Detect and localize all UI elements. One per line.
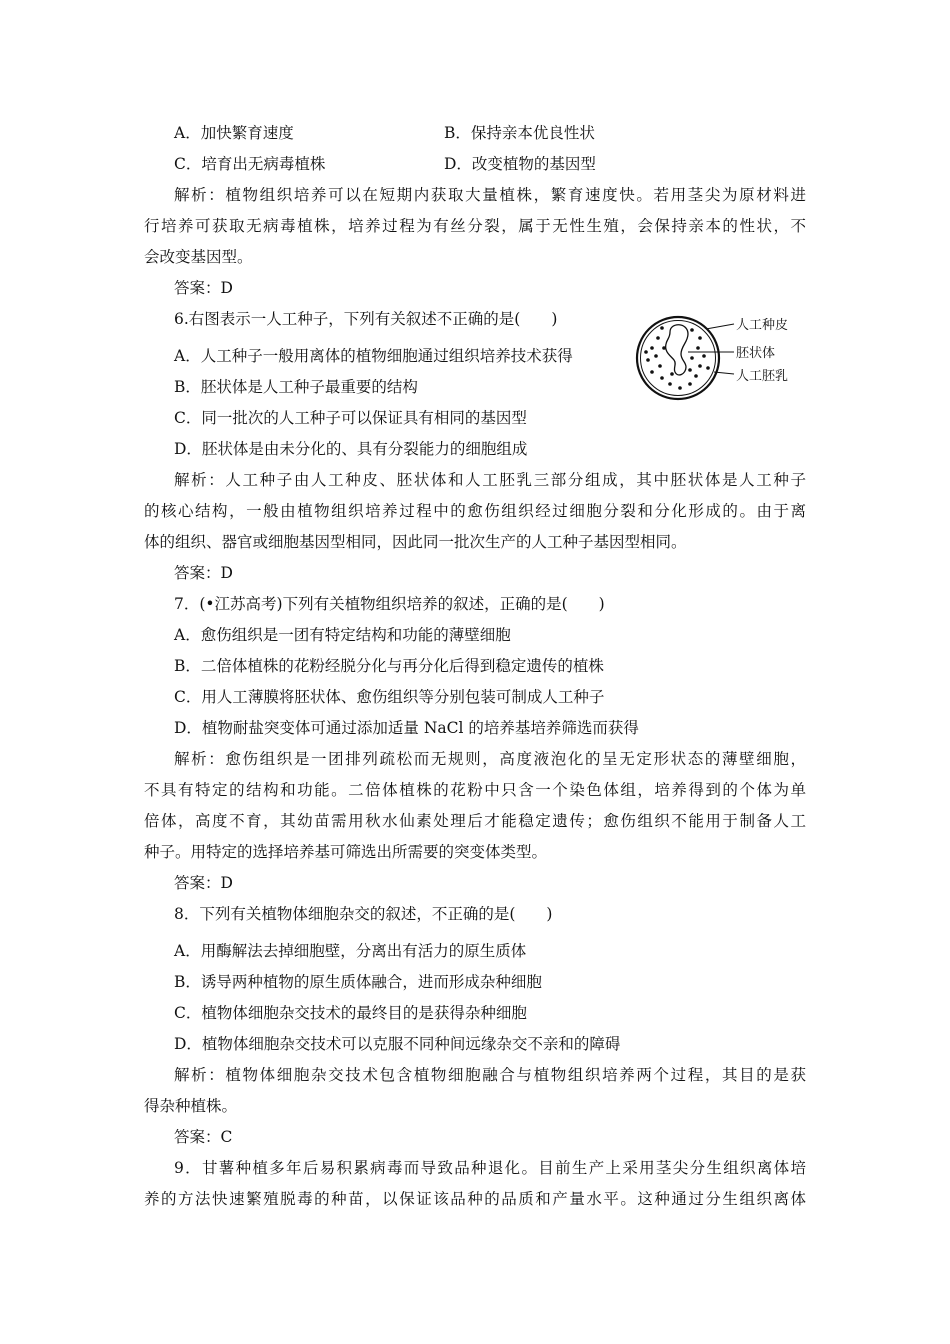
q5-analysis-line: 行培养可获取无病毒植株，培养过程为有丝分裂，属于无性生殖，会保持亲本的性状，不	[144, 217, 806, 235]
q5-option-b: B．保持亲本优良性状	[444, 124, 595, 142]
q6-option-b: B．胚状体是人工种子最重要的结构	[174, 378, 418, 396]
q8-analysis-line: 得杂种植株。	[144, 1097, 238, 1115]
q8-analysis-line: 解析：植物体细胞杂交技术包含植物细胞融合与植物组织培养两个过程，其目的是获	[174, 1066, 806, 1084]
q9-stem-line: 9．甘薯种植多年后易积累病毒而导致品种退化。目前生产上采用茎尖分生组织离体培	[174, 1159, 806, 1177]
q6-stem: 6.右图表示一人工种子，下列有关叙述不正确的是( )	[174, 310, 558, 328]
q5-answer: 答案：D	[174, 279, 233, 297]
q6-analysis-line: 的核心结构，一般由植物组织培养过程中的愈伤组织经过细胞分裂和分化形成的。由于离	[144, 502, 806, 520]
q5-analysis-line: 解析：植物组织培养可以在短期内获取大量植株，繁育速度快。若用茎尖为原材料进	[174, 186, 806, 204]
leader-line-seed-coat	[706, 324, 734, 329]
label-embryoid: 胚状体	[736, 346, 776, 361]
q7-analysis-line: 倍体，高度不育，其幼苗需用秋水仙素处理后才能稳定遗传；愈伤组织不能用于制备人工	[144, 812, 806, 830]
q7-option-a: A．愈伤组织是一团有特定结构和功能的薄壁细胞	[174, 626, 511, 644]
q6-option-d: D．胚状体是由未分化的、具有分裂能力的细胞组成	[174, 440, 528, 458]
q8-option-c: C．植物体细胞杂交技术的最终目的是获得杂种细胞	[174, 1004, 527, 1022]
q8-stem: 8．下列有关植物体细胞杂交的叙述，不正确的是( )	[174, 905, 553, 923]
q7-analysis-line: 解析：愈伤组织是一团排列疏松而无规则，高度液泡化的呈无定形状态的薄壁细胞，	[174, 750, 806, 768]
q9-stem-line: 养的方法快速繁殖脱毒的种苗，以保证该品种的品质和产量水平。这种通过分生组织离体	[144, 1190, 806, 1208]
q6-option-c: C．同一批次的人工种子可以保证具有相同的基因型	[174, 409, 527, 427]
q5-option-d: D．改变植物的基因型	[444, 155, 596, 173]
q7-answer: 答案：D	[174, 874, 233, 892]
q7-analysis-line: 不具有特定的结构和功能。二倍体植株的花粉中只含一个染色体组，培养得到的个体为单	[144, 781, 806, 799]
q8-option-b: B．诱导两种植物的原生质体融合，进而形成杂种细胞	[174, 973, 542, 991]
q5-option-a: A．加快繁育速度	[174, 124, 294, 142]
artificial-seed-figure	[634, 312, 814, 404]
q7-option-c: C．用人工薄膜将胚状体、愈伤组织等分别包装可制成人工种子	[174, 688, 605, 706]
q7-stem: 7．(•江苏高考)下列有关植物组织培养的叙述，正确的是( )	[174, 595, 605, 613]
q6-answer: 答案：D	[174, 564, 233, 582]
q8-answer: 答案：C	[174, 1128, 233, 1146]
q6-analysis-line: 解析：人工种子由人工种皮、胚状体和人工胚乳三部分组成，其中胚状体是人工种子	[174, 471, 806, 489]
q8-option-d: D．植物体细胞杂交技术可以克服不同种间远缘杂交不亲和的障碍	[174, 1035, 621, 1053]
label-seed-coat: 人工种皮	[736, 318, 789, 333]
q7-analysis-line: 种子。用特定的选择培养基可筛选出所需要的突变体类型。	[144, 843, 548, 861]
q7-option-d: D．植物耐盐突变体可通过添加适量 NaCl 的培养基培养筛选而获得	[174, 719, 639, 737]
q5-analysis-line: 会改变基因型。	[144, 248, 253, 266]
q8-option-a: A．用酶解法去掉细胞壁，分离出有活力的原生质体	[174, 942, 527, 960]
q6-option-a: A．人工种子一般用离体的植物细胞通过组织培养技术获得	[174, 347, 573, 365]
q6-analysis-line: 体的组织、器官或细胞基因型相同，因此同一批次生产的人工种子基因型相同。	[144, 533, 687, 551]
embryoid-shape	[666, 325, 688, 375]
q5-option-c: C．培育出无病毒植株	[174, 155, 326, 173]
q7-option-b: B．二倍体植株的花粉经脱分化与再分化后得到稳定遗传的植株	[174, 657, 604, 675]
label-endosperm: 人工胚乳	[736, 369, 789, 384]
